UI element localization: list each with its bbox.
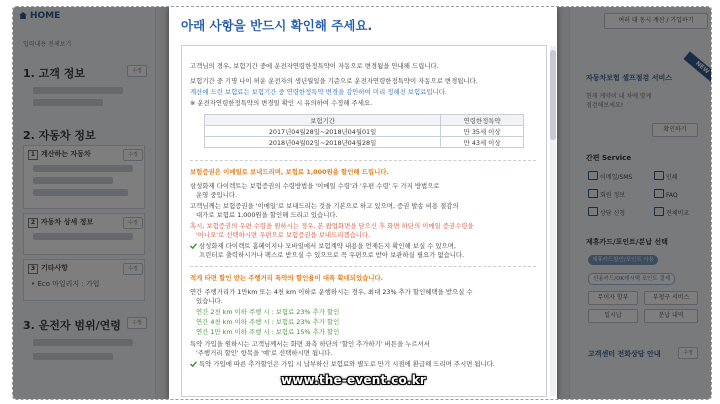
table-cell: 2017년04월28일~2018년04월01일 [205, 126, 441, 137]
email-bullet-warning: 혹시, 보험증권의 우편 수령을 원하시는 경우, 본 팝업화면을 닫으신 후 화면 하단의 이메일 증권수령을 [190, 222, 474, 230]
screenshot-frame [12, 6, 712, 400]
mileage-tier: 연간 1만 km 이하 주행 시 : 보험료 15% 추가 할인 [196, 328, 340, 336]
mileage-bullet-cont: '주행거리 할인' 항목을 '예'로 선택하시면 됩니다. [196, 349, 333, 357]
table-header: 보험기간 [205, 115, 441, 126]
check-note-text: 삼성화재 다이렉트 홈페이지나 모바일에서 보험계약 내용을 언제든지 확인해 보실 수 있으며, [199, 242, 456, 250]
section-divider [190, 160, 536, 161]
mileage-bullet-cont: 있습니다. [196, 297, 223, 305]
table-header: 연령한정특약 [441, 115, 524, 126]
age-limit-table [204, 114, 524, 148]
notice-bullet: 보험기간 중 기명 나이 허운 운전자의 생년월일을 기준으로 운전자연령한정특약이 자동으로 변경됩니다. [190, 77, 478, 85]
email-bullet-warning-cont: '아니오'로 선택하시면 우편으로 보험증권을 보내드리겠습니다. [196, 231, 371, 239]
check-icon [190, 361, 197, 367]
email-bullet: 고객님께는 보험증권을 '이메일'로 보내드리는 것을 기본으로 하고 있으며, 증권 발송 비용 절감의 [190, 202, 459, 210]
email-check-note-cont: 프린터로 출력하시거나 팩스로 받으실 수 있으므로 꼭 우편으로 받아 보관하실 필요가 없습니다. [199, 251, 465, 259]
mileage-bullet: 특약 가입을 원하시는 고객님께서는 화면 좌측 하단의 '할인 추가하기' 버튼을 누르셔서 [190, 340, 430, 348]
table-row [205, 126, 524, 137]
table-cell: 만 35세 이상 [441, 126, 524, 137]
site-watermark: www.the-event.co.kr [281, 373, 426, 387]
table-row [205, 137, 524, 148]
notice-modal [169, 7, 557, 399]
mileage-tier: 연간 4천 km 이하 주행 시 : 보험료 23% 추가 할인 [196, 318, 340, 326]
notice-bullet: 계산에 드린 보험료는 보험기간 중 연령한정특약 변경을 감안하여 미리 정해진 보험료입니다. [190, 88, 447, 96]
email-bullet: 삼성화재 다이렉트는 보험증권의 수령방법을 '이메일 수령'과 '우편 수령' 두 가지 방법으로 [190, 182, 440, 190]
modal-content [181, 45, 547, 397]
section-divider [190, 266, 536, 267]
modal-scrollbar[interactable] [550, 46, 556, 396]
email-check-note [190, 242, 536, 251]
app-canvas [13, 7, 711, 399]
email-section-heading: 보험증권은 이메일로 보내드리며, 보험료 1,000원을 할인해 드립니다. [190, 168, 389, 176]
check-note-text: 특약 가입에 따른 추가할인은 가입 시 납부하신 보험료와 별도로 만기 시점에 환급해 드리며 주시면 됩니다. [199, 360, 495, 368]
mileage-tier: 연간 2천 km 이하 주행 시 : 보험료 23% 추가 할인 [196, 308, 340, 316]
mileage-bullet: 연간 주행거리가 1만km 또는 4천 km 이하로 운행하시는 경우, 최대 23% 추가 할인혜택을 받으실 수 [190, 288, 473, 296]
check-icon [190, 243, 197, 249]
intro-text: 고객님의 경우, 보험기간 중에 운전자연령한정특약이 자동으로 변경됨을 안내해 드립니다. [190, 62, 439, 70]
modal-title: 아래 사항을 반드시 확인해 주세요. [181, 18, 373, 33]
notice-bullet: ※ 운전자연령한정특약의 변경일 확인 시 유의하여 수정해 주세요. [190, 99, 373, 107]
table-cell: 2018년04월02일~2018년04월28일 [205, 137, 441, 148]
email-bullet-cont: 운영 중입니다. [196, 191, 238, 199]
mileage-section-heading: 적게 타면 할인 받는 주행거리 특약의 할인율이 대폭 확대되었습니다. [190, 274, 384, 282]
scroll-thumb[interactable] [550, 50, 556, 140]
table-cell: 만 43세 이상 [441, 137, 524, 148]
email-bullet-cont: 대가로 보험료 1,000원을 할인해 드리고 있습니다. [196, 211, 338, 219]
mileage-check-note [190, 360, 536, 369]
